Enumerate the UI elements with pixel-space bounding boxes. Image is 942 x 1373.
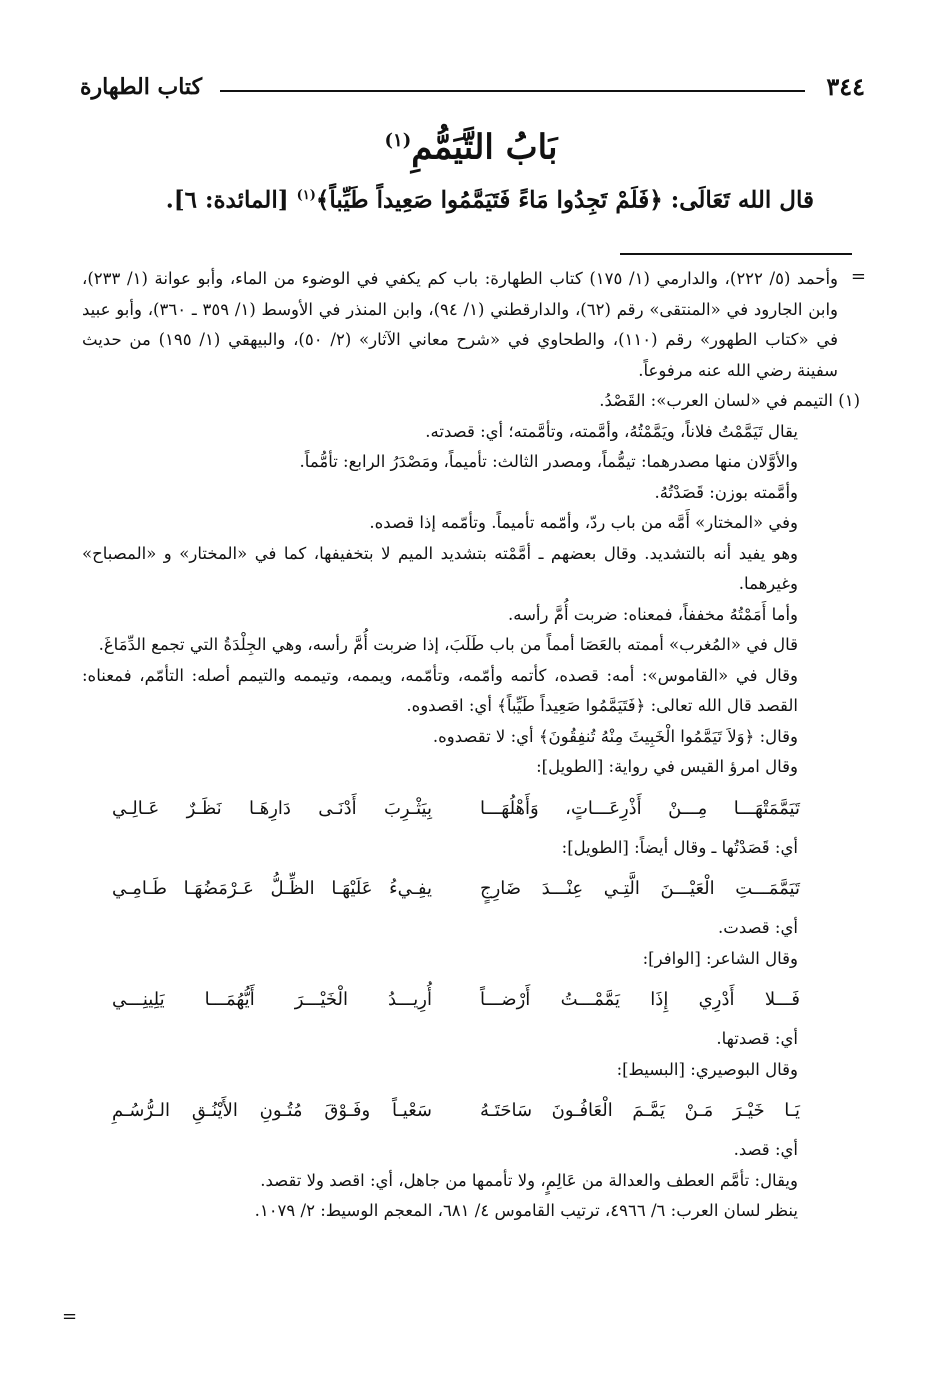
poem-verse — [82, 873, 860, 905]
footnote-line: والأوَّلان منها مصدرهما: تيمُّماً، ومصدر الثالث: تأميماً، ومَصْدَرُ الرابع: تأمُّماً. — [299, 452, 798, 471]
footnote-line: يقال تَيَمَّمْتُ فلاناً، ويَمَّمْتُهُ، وأمَّمته، وتأمَّمته؛ أي: قصدته. — [425, 421, 798, 441]
quran-verse — [94, 178, 814, 219]
footnotes — [82, 264, 860, 1227]
footnote-line: أي: قَصَدْتُها ـ وقال أيضاً: [الطويل]: — [561, 837, 798, 857]
footnote-line: وفي «المختار» أَمَّه من باب ردّ، وأمّمه تأميماً. وتأمّمه إذا قصده. — [369, 513, 798, 532]
chapter-title — [0, 118, 942, 170]
verse-text: قال الله تَعَالَى: ﴿فَلَمْ تَجِدُوا مَاءً فَتَيَمَّمُوا صَعِيداً طَيِّباً﴾ — [315, 186, 814, 214]
footnote-line: أي: قصد. — [733, 1140, 798, 1159]
footnote-line: وأمَّمته بوزن: قَصَدْتُهُ. — [654, 482, 798, 502]
footnote-line: وقال امرؤ القيس في رواية: [الطويل]: — [536, 757, 798, 776]
poem-verse — [82, 793, 860, 825]
footnote-line: وهو يفيد أنه بالتشديد. وقال بعضهم ـ أمَّمْته بتشديد الميم لا بتخفيفها، كما في «المختار» و «المصباح» وغيرهما. — [82, 543, 798, 593]
footnote-line: وقال في «القاموس»: أمه: قصده، كأتمه وأمّمه، وتأمّمه، ويممه، وتيممه والتيمم أصله: التأمّم، فمعناه: القصد قال الله تعالى: ﴿فَتَيَمَّمُوا صَعِيداً طَيِّباً﴾ أي: اقصدوه. — [82, 665, 798, 715]
poem-verse — [82, 1095, 860, 1127]
footnote-line: وقال: ﴿وَلاَ تَيَمَّمُوا الْخَبِيثَ مِنْهُ تُنفِقُونَ﴾ أي: لا تقصدوه. — [432, 726, 798, 746]
poem-hemistich-second: أُرِيـــدُ الْخَيْـــرَ أَيُّهُمَـــا يَلِينِـــي — [112, 989, 432, 1010]
running-title: كتاب الطهارة — [80, 74, 203, 100]
poem-hemistich-second: بِيَثْـرِبَ أَدْنَـى دَارِهَـا نَظَـرٌ عَـالِـي — [112, 797, 432, 819]
page-header — [80, 72, 865, 106]
footnote-line: ويقال: تأمَّم العطف والعدالة من عَالِمٍ، ولا تأممها من جاهل، أي: اقصد ولا تقصد. — [260, 1170, 798, 1190]
footnote-line: وقال الشاعر: [الوافر]: — [642, 948, 798, 968]
footnote-line: ينظر لسان العرب: ٦/ ٤٩٦٦، ترتيب القاموس ٤/ ٦٨١، المعجم الوسيط: ٢/ ١٠٧٩. — [254, 1201, 798, 1220]
poem-hemistich-second: يفِـيءُ عَلَيْهَـا الظِّـلُّ عَـرْمَضُهَـا طَـامِـي — [112, 878, 432, 899]
poem-hemistich-first: تَيَمَّمَتْهَـــا مِـــنْ أَذْرِعَـــاتٍ، وَأَهْلُهَـــا — [480, 797, 800, 819]
chapter-title-text: بَابُ التَّيَمُّمِ — [411, 127, 558, 168]
verse-footnote-mark: (١) — [296, 188, 316, 203]
continuation-mark-bottom: = — [62, 1306, 78, 1327]
poem-hemistich-second: سَعْيـاً وفَـوْقَ مُتُـونِ الأَيْنُـقِ الـرُّسُـمِ — [112, 1100, 432, 1121]
poem-hemistich-first: تَيَمَّمَـــتِ الْعَيْـــنَ الَّتِـي عِنْـــدَ ضَارِجٍ — [480, 878, 800, 899]
footnote-line: قال في «المُغرب» أممته بالعَصَا أمماً من باب طَلَبَ، إذا ضربت أُمَّ رأسه، وهي الجِلْدَةُ التي تجمع الدِّمَاغَ. — [98, 635, 798, 654]
footnote-separator — [620, 253, 852, 255]
poem-hemistich-first: فَـــلا أَدْرِي إِذَا يَمَّمْـــتُ أَرْضـــاً — [480, 989, 800, 1010]
verse-reference: [المائدة: ٦]. — [165, 186, 289, 214]
footnote-line: أي: قصدتها. — [716, 1029, 798, 1048]
continuation-mark: = — [850, 266, 866, 287]
poem-verse — [82, 984, 860, 1016]
footnote-line: وأما أَمَمْتُهُ مخففاً، فمعناه: ضربت أُمَّ رأسه. — [508, 604, 798, 624]
chapter-footnote-mark: (١) — [384, 130, 412, 151]
footnote-line: أي: قصدت. — [718, 918, 798, 937]
header-rule — [220, 90, 805, 92]
poem-hemistich-first: يَـا خَيْـرَ مَـنْ يَمَّـمَ الْعَافُـونَ سَاحَتَـهُ — [480, 1100, 800, 1121]
footnote-line: وقال البوصيري: [البسيط]: — [616, 1059, 798, 1079]
page-number: ٣٤٤ — [826, 72, 865, 101]
footnote-continuation: وأحمد (٥/ ٢٢٢)، والدارمي (١/ ١٧٥) كتاب الطهارة: باب كم يكفي في الوضوء من الماء، وأبو عوانة (١/ ٢٣٣)، وابن الجارود في «المنتقى» رقم (٦٢)، والدارقطني (١/ ٩٤)، وابن المنذر في الأوسط (١/ ٣٥٩ ـ ٣٦٠)، وأبو عبيد في «كتاب الطهور» رقم (١١٠)، والطحاوي في «شرح معاني الآثار» (٢/ ٥٠)، والبيهقي (١/ ١٩٥) من حديث سفينة رضي الله عنه مرفوعاً. — [82, 269, 839, 380]
footnote-line: (١) التيمم في «لسان العرب»: القَصْدُ. — [599, 391, 860, 410]
